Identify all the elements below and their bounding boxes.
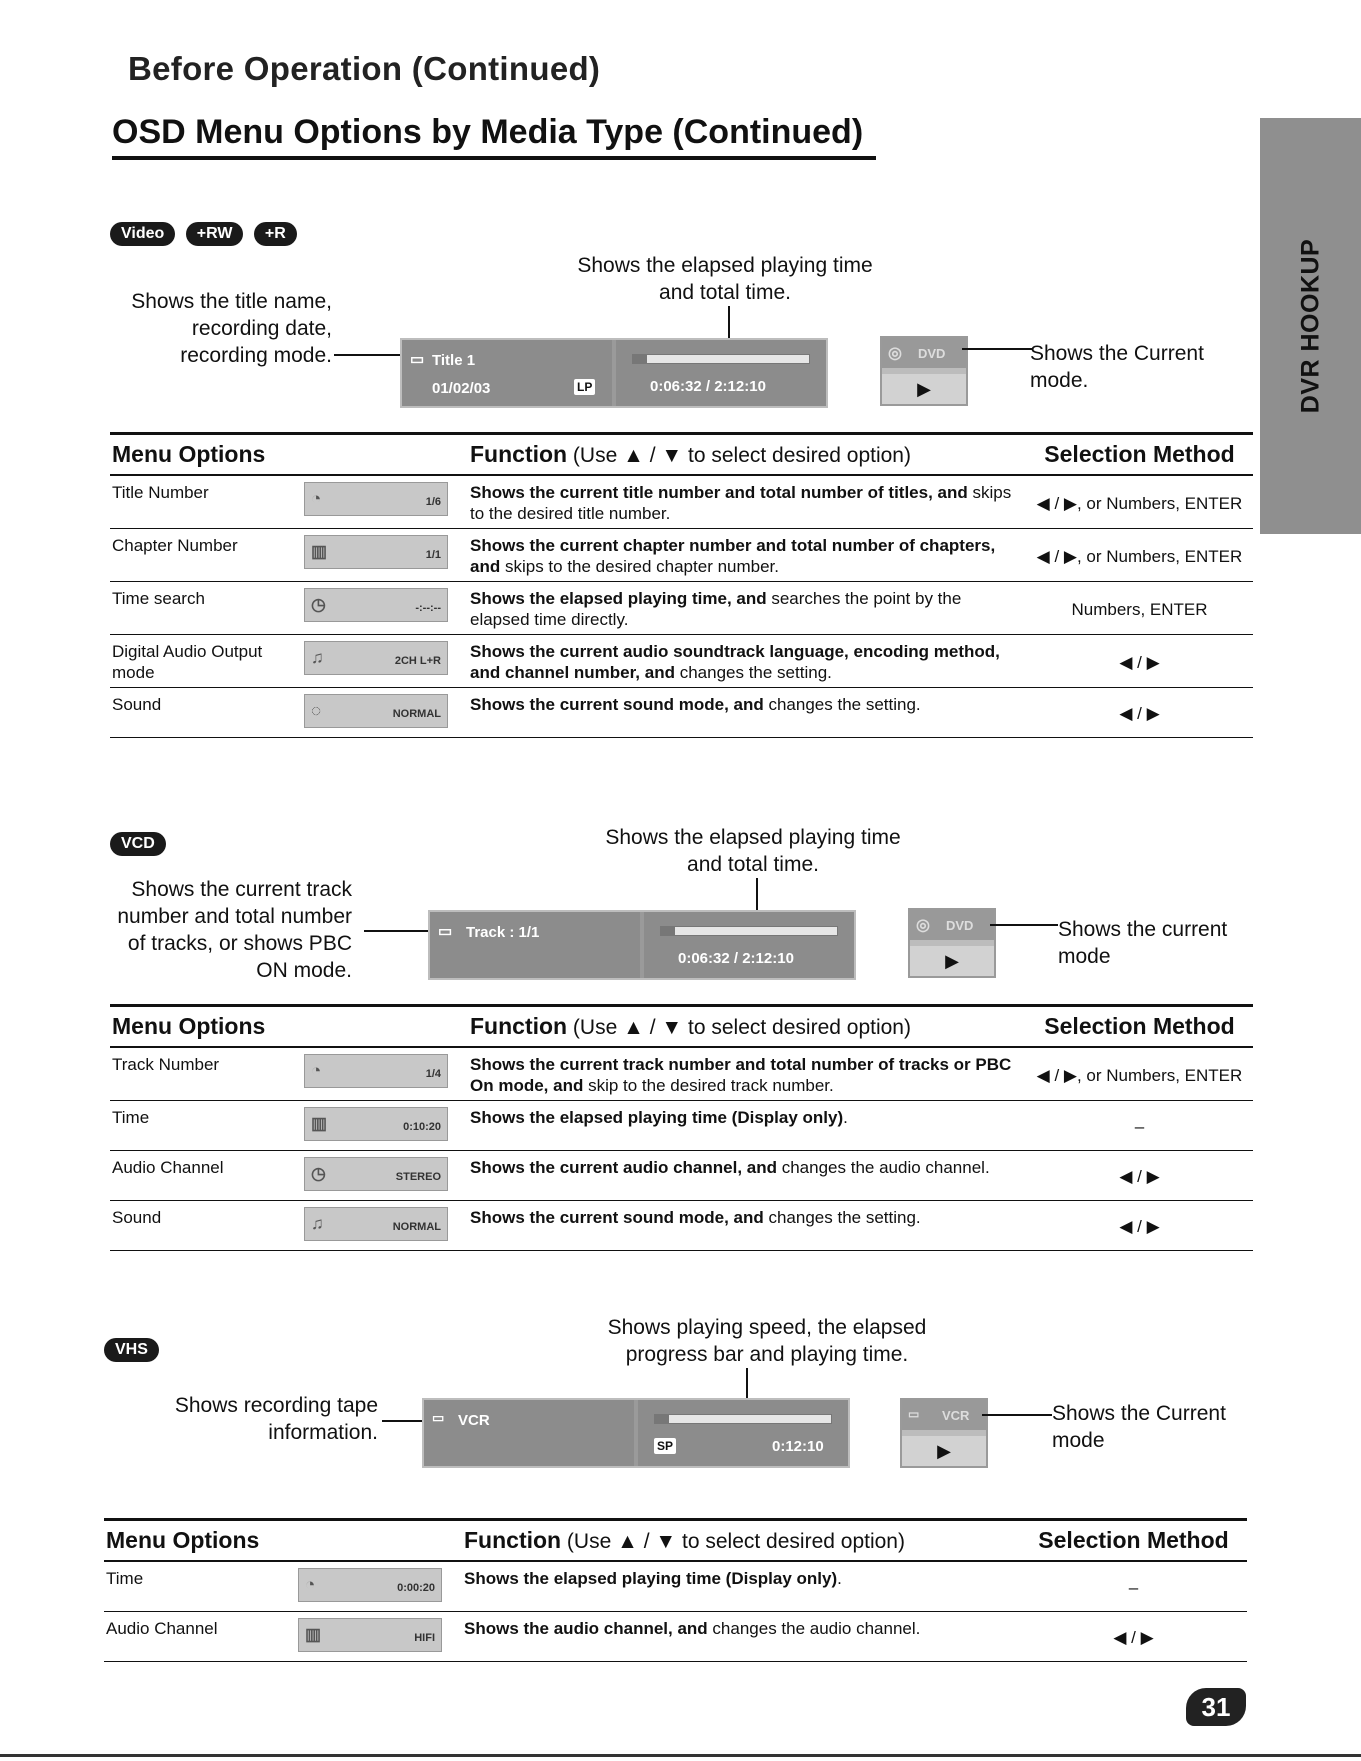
osd-time: 0:06:32 / 2:12:10 <box>650 378 766 395</box>
selection-method: ◀ / ▶ <box>1028 688 1253 738</box>
disc-icon: ◎ <box>888 345 902 362</box>
function-desc: Shows the current audio soundtrack language, encoding method, and channel number, and changes the setting. <box>468 635 1028 688</box>
badge-vhs: VHS <box>104 1338 159 1362</box>
mini-value: NORMAL <box>392 708 441 720</box>
callout-time: Shows the elapsed playing time and total time. <box>605 826 901 876</box>
bottom-rule <box>0 1754 1361 1757</box>
current-mode-box: ▭ VCR ▶ <box>900 1398 988 1468</box>
osd-title: Track : 1/1 <box>466 924 540 941</box>
folder-icon: ▭ <box>438 923 453 940</box>
table-row <box>110 1101 1253 1151</box>
mini-value: 1/1 <box>425 549 441 561</box>
progress-fill <box>655 1415 669 1423</box>
disc-icon: ◎ <box>916 917 930 934</box>
badge-rw: +RW <box>186 222 244 246</box>
mini-value: -:--:-- <box>415 602 441 614</box>
tape-icon: ▭ <box>908 1407 920 1421</box>
selection-method: ◀ / ▶, or Numbers, ENTER <box>1028 529 1253 582</box>
mini-value: 0:10:20 <box>403 1121 441 1133</box>
table-row <box>110 1047 1253 1101</box>
function-desc: Shows the elapsed playing time (Display only). <box>462 1561 1022 1612</box>
selection-method: ◀ / ▶ <box>1028 1151 1253 1201</box>
osd-date: 01/02/03 <box>432 380 491 397</box>
osd-time-panel <box>638 1400 848 1466</box>
tape-icon: ▭ <box>432 1410 445 1425</box>
progress-bar <box>632 354 810 364</box>
progress-bar <box>660 926 838 936</box>
mini-value: HIFI <box>414 1632 435 1644</box>
function-desc: Shows the current audio channel, and changes the audio channel. <box>468 1151 1028 1201</box>
function-desc: Shows the current sound mode, and changes the setting. <box>468 688 1028 738</box>
function-desc: Shows the current sound mode, and changes the setting. <box>468 1201 1028 1251</box>
badge-vcd: VCD <box>110 832 166 856</box>
function-desc: Shows the current title number and total number of titles, and skips to the desired title number. <box>468 475 1028 529</box>
osd-mini-control <box>298 1618 442 1652</box>
table-row <box>104 1561 1247 1612</box>
osd-mini-control <box>304 588 448 622</box>
option-icon: ▥ <box>311 542 328 561</box>
selection-method: ◀ / ▶, or Numbers, ENTER <box>1028 1047 1253 1101</box>
function-desc: Shows the audio channel, and changes the audio channel. <box>462 1612 1022 1662</box>
callout-line <box>756 878 758 914</box>
osd-title: Title 1 <box>432 352 476 369</box>
table-header: Menu Options Function (Use ▲ / ▼ to select desired option) Selection Method <box>110 1006 1253 1048</box>
osd-time: 0:12:10 <box>772 1438 824 1455</box>
selection-method: ◀ / ▶ <box>1028 635 1253 688</box>
option-icon: ▥ <box>305 1625 322 1644</box>
function-desc: Shows the current chapter number and total number of chapters, and skips to the desired chapter number. <box>468 529 1028 582</box>
mini-value: 0:00:20 <box>397 1582 435 1594</box>
badge-r: +R <box>254 222 297 246</box>
table-row <box>110 582 1253 635</box>
page-header: Before Operation (Continued) <box>128 50 601 87</box>
table-row <box>104 1612 1247 1662</box>
table-header: Menu Options Function (Use ▲ / ▼ to select desired option) Selection Method <box>104 1520 1247 1562</box>
menu-option: Chapter Number <box>110 529 302 582</box>
option-icon: ◔ <box>305 1575 316 1594</box>
menu-option: Digital Audio Output mode <box>110 635 302 688</box>
callout-title-info: Shows the title name, recording date, recording mode. <box>131 290 332 367</box>
function-desc: Shows the current track number and total number of tracks or PBC On mode, and skip to the desired track number. <box>468 1047 1028 1101</box>
badge-video: Video <box>110 222 175 246</box>
osd-time: 0:06:32 / 2:12:10 <box>678 950 794 967</box>
menu-option: Track Number <box>110 1047 302 1101</box>
callout-time: Shows the elapsed playing time and total time. <box>577 254 873 304</box>
selection-method: – <box>1022 1561 1247 1612</box>
menu-option: Time search <box>110 582 302 635</box>
progress-bar <box>654 1414 832 1424</box>
current-mode-box: ◎ DVD ▶ <box>880 336 968 406</box>
option-icon: ◌ <box>311 701 322 720</box>
option-icon: ◷ <box>311 595 326 614</box>
menu-option: Time <box>104 1561 296 1612</box>
callout-line <box>982 1414 1052 1416</box>
function-desc: Shows the elapsed playing time, and searches the point by the elapsed time directly. <box>468 582 1028 635</box>
table-header: Menu Options Function (Use ▲ / ▼ to select desired option) Selection Method <box>110 434 1253 476</box>
selection-method: ◀ / ▶ <box>1028 1201 1253 1251</box>
selection-method: ◀ / ▶ <box>1022 1612 1247 1662</box>
mini-value: 2CH L+R <box>394 655 441 667</box>
table-row <box>110 1201 1253 1251</box>
osd-mode-badge: SP <box>654 1438 676 1454</box>
mini-value: STEREO <box>395 1171 441 1183</box>
callout-speed: Shows playing speed, the elapsed progress bar and playing time. <box>607 1316 927 1366</box>
callout-tape-info: Shows recording tape information. <box>174 1394 378 1444</box>
osd-mini-control <box>298 1568 442 1602</box>
callout-mode: Shows the Current mode. <box>1030 342 1204 392</box>
osd-display <box>428 910 856 980</box>
callout-mode: Shows the Current mode <box>1052 1402 1226 1452</box>
menu-option: Audio Channel <box>110 1151 302 1201</box>
media-badges <box>110 222 303 246</box>
side-tab: DVR HOOKUP <box>1260 118 1361 534</box>
media-badges <box>110 832 172 856</box>
selection-method: Numbers, ENTER <box>1028 582 1253 635</box>
table-row <box>110 1151 1253 1201</box>
play-icon: ▶ <box>902 1436 986 1466</box>
callout-line <box>990 924 1058 926</box>
option-icon: ♫ <box>311 648 324 667</box>
osd-mini-control <box>304 641 448 675</box>
mini-value: NORMAL <box>392 1221 441 1233</box>
osd-mode-badge: LP <box>574 379 595 395</box>
osd-time-panel <box>644 912 854 978</box>
callout-track-info: Shows the current track number and total number of tracks, or shows PBC ON mode. <box>117 878 352 982</box>
table-row <box>110 635 1253 688</box>
options-table-3 <box>104 1518 1247 1662</box>
menu-option: Audio Channel <box>104 1612 296 1662</box>
mini-value: 1/4 <box>425 1068 441 1080</box>
selection-method: – <box>1028 1101 1253 1151</box>
osd-mini-control <box>304 1157 448 1191</box>
page-number: 31 <box>1186 1688 1246 1726</box>
option-icon: ◔ <box>311 1061 322 1080</box>
osd-display <box>400 338 828 408</box>
menu-option: Sound <box>110 688 302 738</box>
folder-icon: ▭ <box>410 351 425 368</box>
osd-title-panel <box>430 912 640 978</box>
osd-mini-control <box>304 1054 448 1088</box>
option-icon: ▥ <box>311 1114 328 1133</box>
play-icon: ▶ <box>910 946 994 976</box>
function-desc: Shows the elapsed playing time (Display only). <box>468 1101 1028 1151</box>
selection-method: ◀ / ▶, or Numbers, ENTER <box>1028 475 1253 529</box>
title-underline <box>112 156 876 160</box>
menu-option: Sound <box>110 1201 302 1251</box>
current-mode-box: ◎ DVD ▶ <box>908 908 996 978</box>
option-icon: ◷ <box>311 1164 326 1183</box>
options-table-1 <box>110 432 1253 738</box>
callout-line <box>962 348 1032 350</box>
progress-fill <box>661 927 675 935</box>
mini-value: 1/6 <box>425 496 441 508</box>
menu-option: Title Number <box>110 475 302 529</box>
table-row <box>110 529 1253 582</box>
media-badges <box>104 1338 165 1362</box>
progress-fill <box>633 355 647 363</box>
osd-time-panel <box>616 340 826 406</box>
table-row <box>110 688 1253 738</box>
osd-title: VCR <box>458 1412 490 1429</box>
menu-option: Time <box>110 1101 302 1151</box>
osd-title-panel <box>424 1400 634 1466</box>
osd-mini-control <box>304 535 448 569</box>
osd-mini-control <box>304 482 448 516</box>
table-row <box>110 475 1253 529</box>
osd-title-panel <box>402 340 612 406</box>
options-table-2 <box>110 1004 1253 1251</box>
play-icon: ▶ <box>882 374 966 404</box>
option-icon: ♫ <box>311 1214 324 1233</box>
section-title: OSD Menu Options by Media Type (Continued) <box>112 113 864 151</box>
callout-mode: Shows the current mode <box>1058 918 1228 968</box>
osd-mini-control <box>304 1107 448 1141</box>
osd-display <box>422 1398 850 1468</box>
osd-mini-control <box>304 694 448 728</box>
osd-mini-control <box>304 1207 448 1241</box>
option-icon: ◔ <box>311 489 322 508</box>
